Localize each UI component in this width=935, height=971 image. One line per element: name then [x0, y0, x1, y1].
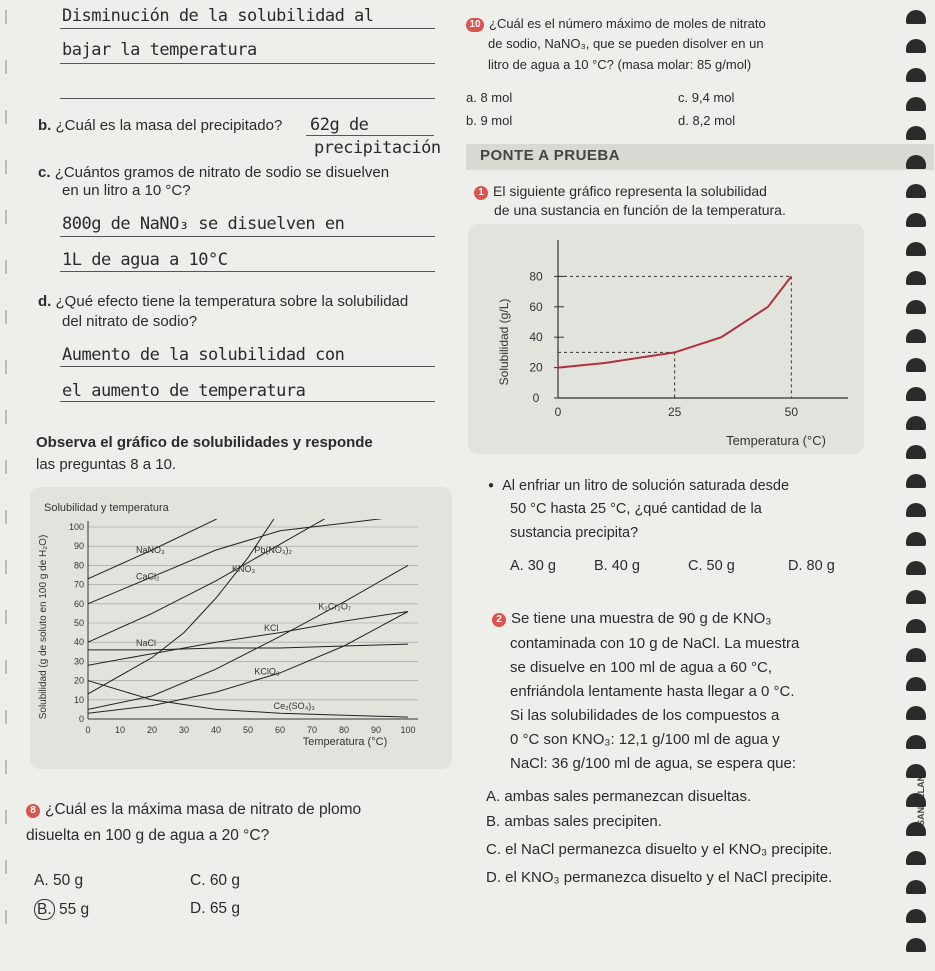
handwritten-answer-b1: 62g de: [310, 115, 369, 135]
banner-title: PONTE A PRUEBA: [480, 147, 621, 164]
series-label: KClO₃: [254, 666, 280, 677]
bullet-text1: Al enfriar un litro de solución saturada desde: [502, 478, 790, 494]
p2-option-c[interactable]: C. el NaCl permanezca disuelto y el KNO₃ precipite.: [486, 841, 833, 858]
series-line-7: [88, 612, 408, 714]
circled-answer: B.: [34, 899, 55, 920]
spiral-ring: [906, 648, 926, 662]
x-tick-label: 40: [210, 725, 222, 735]
x-tick-label: 100: [400, 725, 416, 735]
problem-1-number: 1: [474, 186, 488, 200]
spiral-ring: [906, 242, 926, 256]
problem-2-text6: 0 °C son KNO₃: 12,1 g/100 ml de agua y: [510, 731, 780, 748]
question-8-text2: disuelta en 100 g de agua a 20 °C?: [26, 827, 270, 844]
question-10-text3: litro de agua a 10 °C? (masa molar: 85 g/mol): [488, 57, 752, 72]
spiral-ring: [906, 358, 926, 372]
y-tick-label: 90: [73, 541, 84, 552]
problem-2-text3: se disuelve en 100 ml de agua a 60 °C,: [510, 659, 773, 676]
question-d-text1: ¿Qué efecto tiene la temperatura sobre la solubilidad: [55, 293, 409, 310]
problem-2-text1: Se tiene una muestra de 90 g de KNO₃: [511, 610, 772, 627]
q10-option-c[interactable]: c. 9,4 mol: [678, 90, 735, 105]
y-tick-label: 80: [73, 560, 84, 571]
bullet-question: ● Al enfriar un litro de solución saturada desde: [488, 478, 790, 494]
question-8-number: 8: [26, 804, 40, 818]
bullet-text3: sustancia precipita?: [510, 525, 639, 541]
y-tick-label: 0: [78, 714, 84, 724]
spiral-ring: [906, 677, 926, 691]
question-c: [38, 163, 389, 182]
handwritten-answer-c2: 1L de agua a 10°C: [62, 250, 228, 270]
x-tick-label: 60: [274, 725, 286, 735]
y-tick-label: 0: [532, 391, 540, 405]
spiral-ring: [906, 735, 926, 749]
spiral-ring: [906, 619, 926, 633]
handwritten-answer-a2: bajar la temperatura: [62, 40, 257, 60]
spiral-ring: [906, 851, 926, 865]
question-10-text1: ¿Cuál es el número máximo de moles de nitrato: [489, 16, 766, 31]
question-d-text2: del nitrato de sodio?: [62, 313, 198, 330]
spiral-ring: [906, 909, 926, 923]
chart2-ylabel: Solubilidad (g/L): [497, 298, 511, 386]
question-8-text1: ¿Cuál es la máxima masa de nitrato de plomo: [45, 801, 362, 818]
p1-option-c[interactable]: C. 50 g: [688, 558, 735, 574]
x-tick-label: 25: [667, 405, 682, 419]
spiral-ring: [906, 706, 926, 720]
x-tick-label: 20: [146, 725, 158, 735]
q8-option-d[interactable]: D. 65 g: [190, 900, 240, 917]
q8-option-a[interactable]: A. 50 g: [34, 872, 84, 889]
y-tick-label: 100: [68, 522, 84, 532]
spiral-ring: [906, 97, 926, 111]
p1-option-b[interactable]: B. 40 g: [594, 558, 640, 574]
spiral-ring: [906, 300, 926, 314]
problem-2-number: 2: [492, 613, 506, 627]
series-line-4: [88, 510, 280, 694]
y-tick-label: 40: [73, 637, 84, 648]
series-label: NaNO₃: [136, 545, 165, 556]
problem-2: [492, 609, 771, 628]
question-c-label: c.: [38, 164, 51, 181]
x-tick-label: 80: [338, 725, 350, 735]
q10-option-a[interactable]: a. 8 mol: [466, 90, 513, 105]
p1-option-d[interactable]: D. 80 g: [788, 558, 835, 574]
series-label: CaCl₂: [136, 571, 160, 582]
problem-1: [474, 182, 767, 201]
problem-2-text7: NaCl: 36 g/100 ml de agua, se espera que:: [510, 755, 797, 772]
y-tick-label: 50: [73, 618, 84, 628]
bullet-text2: 50 °C hasta 25 °C, ¿qué cantidad de la: [510, 501, 762, 517]
problem-2-text5: Si las solubilidades de los compuestos a: [510, 707, 780, 724]
spiral-ring: [906, 271, 926, 285]
y-tick-label: 70: [73, 579, 84, 590]
solubility-chart: [30, 487, 452, 769]
answer-line: [60, 28, 435, 29]
spiral-ring: [906, 503, 926, 517]
p2-option-d[interactable]: D. el KNO₃ permanezca disuelto y el NaCl precipite.: [486, 869, 833, 886]
spiral-ring: [906, 532, 926, 546]
series-label: K₂Cr₂O₇: [318, 601, 351, 612]
handwritten-answer-c1: 800g de NaNO₃ se disuelven en: [62, 214, 345, 234]
x-tick-label: 0: [85, 725, 91, 735]
handwritten-answer-d1: Aumento de la solubilidad con: [62, 345, 345, 365]
x-tick-label: 90: [370, 725, 382, 735]
spiral-ring: [906, 10, 926, 24]
question-d-label: d.: [38, 293, 52, 310]
spiral-ring: [906, 764, 926, 778]
x-tick-label: 0: [554, 405, 562, 419]
q10-option-b[interactable]: b. 9 mol: [466, 113, 513, 128]
spiral-ring: [906, 213, 926, 227]
y-tick-label: 80: [529, 269, 543, 284]
chart-xlabel: Temperatura (°C): [302, 736, 388, 748]
question-10: [466, 14, 766, 33]
q8-option-c[interactable]: C. 60 g: [190, 872, 240, 889]
spiral-ring: [906, 590, 926, 604]
spiral-ring: [906, 474, 926, 488]
spiral-ring: [906, 561, 926, 575]
question-8: [26, 800, 361, 819]
series-line-2: [88, 516, 408, 604]
question-c-text1: ¿Cuántos gramos de nitrato de sodio se disuelven: [54, 164, 390, 181]
observa-heading: Observa el gráfico de solubilidades y responde: [36, 434, 373, 451]
p2-option-b[interactable]: B. ambas sales precipiten.: [486, 813, 662, 830]
question-10-text2: de sodio, NaNO₃, que se pueden disolver en un: [488, 36, 764, 51]
y-tick-label: 60: [73, 598, 84, 609]
spiral-ring: [906, 126, 926, 140]
y-tick-label: 60: [529, 299, 543, 314]
answer-line: [60, 236, 435, 237]
y-tick-label: 40: [529, 330, 543, 345]
spiral-ring: [906, 822, 926, 836]
answer-line: [60, 401, 435, 402]
spiral-ring: [906, 329, 926, 343]
handwritten-answer-d2: el aumento de temperatura: [62, 381, 306, 401]
spiral-ring: [906, 68, 926, 82]
spiral-ring: [906, 416, 926, 430]
problem-1-text2: de una sustancia en función de la temperatura.: [494, 202, 786, 218]
p1-option-a[interactable]: A. 30 g: [510, 558, 556, 574]
sublimity-chart-small: [468, 224, 864, 454]
series-label: NaCl: [136, 637, 157, 648]
question-c-text2: en un litro a 10 °C?: [62, 182, 191, 199]
chart-title: Solubilidad y temperatura: [44, 502, 169, 514]
x-tick-label: 10: [114, 725, 126, 735]
chart-ylabel: Solubilidad (g de soluto en 100 g de H₂O): [38, 534, 49, 720]
y-tick-label: 20: [73, 675, 84, 686]
y-tick-label: 20: [529, 360, 543, 375]
handwritten-answer-a1: Disminución de la solubilidad al: [62, 6, 374, 26]
spiral-ring: [906, 184, 926, 198]
answer-line: [60, 366, 435, 367]
q8-option-b[interactable]: B. 55 g: [34, 899, 89, 920]
spiral-ring: [906, 39, 926, 53]
margin-dashes: [0, 0, 12, 971]
spiral-ring: [906, 793, 926, 807]
observa-heading-2: las preguntas 8 a 10.: [36, 456, 177, 473]
p2-option-a[interactable]: A. ambas sales permanezcan disueltas.: [486, 788, 752, 805]
y-tick-label: 10: [73, 694, 84, 705]
q10-option-d[interactable]: d. 8,2 mol: [678, 113, 736, 128]
answer-line: [60, 63, 435, 64]
x-tick-label: 50: [784, 405, 799, 419]
series-label: Ce₂(SO₄)₃: [273, 700, 315, 711]
series-label: KNO₃: [232, 563, 256, 574]
question-d: [38, 292, 408, 311]
spiral-ring: [906, 938, 926, 952]
answer-line: [60, 271, 435, 272]
series-label: Pb(NO₃)₂: [254, 544, 293, 555]
chart2-xlabel: Temperatura (°C): [726, 433, 826, 448]
problem-1-text1: El siguiente gráfico representa la solubilidad: [493, 183, 767, 199]
spiral-ring: [906, 387, 926, 401]
spiral-ring: [906, 880, 926, 894]
x-tick-label: 50: [242, 725, 254, 735]
y-tick-label: 30: [73, 656, 84, 667]
answer-line: [60, 98, 435, 99]
problem-2-text4: enfriándola lentamente hasta llegar a 0 °C.: [510, 683, 795, 700]
spiral-ring: [906, 445, 926, 459]
series-label: KCl: [264, 623, 279, 633]
x-tick-label: 30: [178, 725, 190, 735]
problem-2-text2: contaminada con 10 g de NaCl. La muestra: [510, 635, 800, 652]
question-10-number: 10: [466, 18, 484, 32]
question-b: [38, 116, 282, 135]
question-b-label: b.: [38, 117, 52, 134]
question-b-text: ¿Cuál es la masa del precipitado?: [55, 117, 283, 134]
answer-line: [306, 135, 434, 136]
handwritten-answer-b2: precipitación: [314, 138, 441, 158]
spiral-ring: [906, 155, 926, 169]
x-tick-label: 70: [306, 725, 318, 735]
